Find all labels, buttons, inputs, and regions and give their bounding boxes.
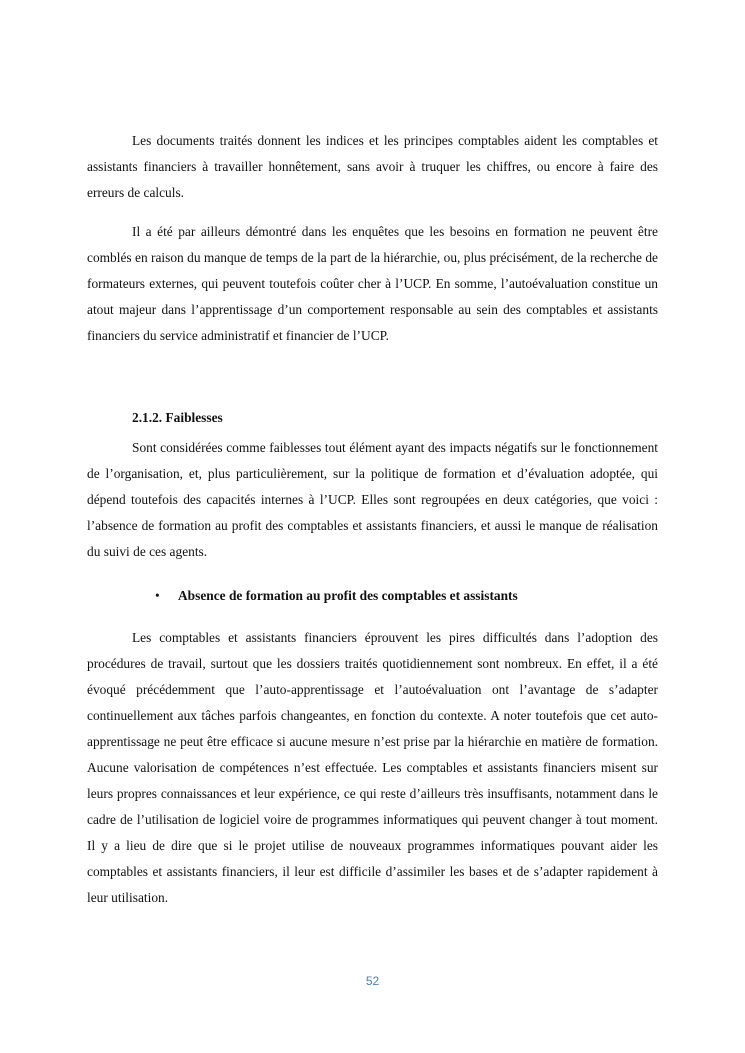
bullet-item-label: Absence de formation au profit des comptables et assistants <box>178 588 518 603</box>
paragraph-documents-traites: Les documents traités donnent les indices et les principes comptables aident les comptables et assistants financiers à travailler honnêtement, sans avoir à truquer les chiffres, ou encore à faire des erreurs de calculs. <box>87 133 658 200</box>
section-heading-faiblesses: 2.1.2. Faiblesses <box>132 410 223 425</box>
paragraph-besoins-formation: Il a été par ailleurs démontré dans les enquêtes que les besoins en formation ne peuvent être comblés en raison du manque de temps de la part de la hiérarchie, ou, plus précisément, de la recherche de formateurs externes, qui peuvent toutefois coûter cher à l’UCP. En somme, l’autoévaluation constitue un atout majeur dans l’apprentissage d’un comportement responsable au sein des comptables et assistants financiers du service administratif et financier de l’UCP. <box>87 224 658 343</box>
page-number: 52 <box>365 974 380 988</box>
paragraph-difficultes-adoption: Les comptables et assistants financiers éprouvent les pires difficultés dans l’adoption des procédures de travail, surtout que les dossiers traités quotidiennement sont nombreux. En effet, il a été évoqué précédemment que l’auto-apprentissage et l’autoévaluation ont l’avantage de s’adapter continuellement aux tâches parfois changeantes, en fonction du contexte. A noter toutefois que cet auto-apprentissage ne peut être efficace si aucune mesure n’est prise par la hiérarchie en matière de formation. Aucune valorisation de compétences n’est effectuée. Les comptables et assistants financiers misent sur leurs propres connaissances et leur expérience, ce qui reste d’ailleurs très insuffisants, notamment dans le cadre de l’utilisation de logiciel voire de programmes informatiques qui peuvent changer à tout moment. Il y a lieu de dire que si le projet utilise de nouveaux programmes informatiques pouvant aider les comptables et assistants financiers, il leur est difficile d’assimiler les bases et de s’adapter rapidement à leur utilisation. <box>87 630 658 905</box>
bullet-icon: • <box>155 588 160 603</box>
paragraph-faiblesses-definition: Sont considérées comme faiblesses tout élément ayant des impacts négatifs sur le fonctionnement de l’organisation, et, plus particulièrement, sur la politique de formation et d’évaluation adoptée, qui dépend toutefois des capacités internes à l’UCP. Elles sont regroupées en deux catégories, que voici : l’absence de formation au profit des comptables et assistants financiers, et aussi le manque de réalisation du suivi de ces agents. <box>87 440 658 559</box>
document-body <box>87 128 658 911</box>
bullet-item-absence-formation <box>87 583 658 609</box>
